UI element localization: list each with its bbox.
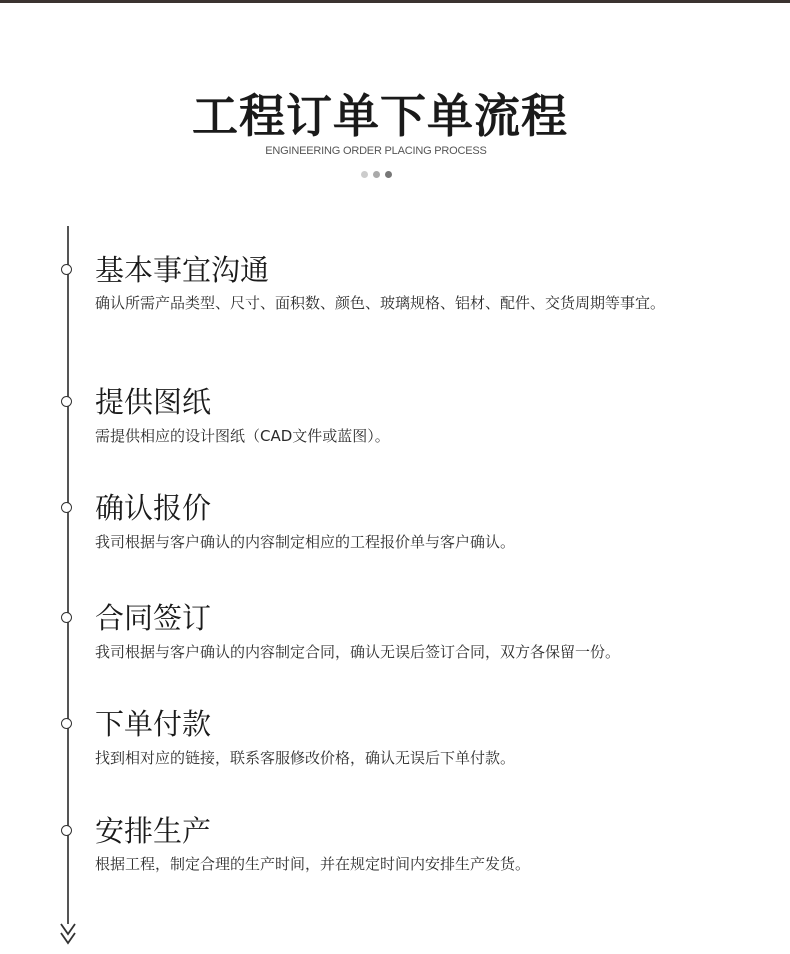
timeline-node-1: [61, 264, 72, 275]
timeline-node-4: [61, 612, 72, 623]
step-title-3: 确认报价: [95, 491, 212, 525]
dot-1: [361, 171, 368, 178]
step-desc-5: 找到相对应的链接，联系客服修改价格，确认无误后下单付款。: [95, 749, 516, 767]
step-title-1: 基本事宜沟通: [95, 253, 270, 287]
step-desc-6: 根据工程，制定合理的生产时间，并在规定时间内安排生产发货。: [95, 855, 531, 873]
top-divider: [0, 0, 790, 3]
timeline-node-2: [61, 396, 72, 407]
step-title-6: 安排生产: [95, 814, 212, 848]
step-desc-3: 我司根据与客户确认的内容制定相应的工程报价单与客户确认。: [95, 533, 516, 551]
timeline-line: [67, 226, 69, 924]
step-title-2: 提供图纸: [95, 385, 212, 419]
timeline-node-3: [61, 502, 72, 513]
step-title-5: 下单付款: [95, 707, 212, 741]
timeline-node-6: [61, 825, 72, 836]
step-title-4: 合同签订: [95, 601, 212, 635]
dot-2: [373, 171, 380, 178]
step-desc-4: 我司根据与客户确认的内容制定合同，确认无误后签订合同，双方各保留一份。: [95, 643, 621, 661]
step-desc-1: 确认所需产品类型、尺寸、面积数、颜色、玻璃规格、铝材、配件、交货周期等事宜。: [95, 294, 666, 312]
page-subtitle: ENGINEERING ORDER PLACING PROCESS: [265, 145, 487, 157]
step-desc-2: 需提供相应的设计图纸（CAD文件或蓝图）。: [95, 427, 390, 445]
page-title: 工程订单下单流程: [192, 89, 568, 143]
dot-3: [385, 171, 392, 178]
double-chevron-down-icon: [58, 918, 78, 950]
timeline-node-5: [61, 718, 72, 729]
